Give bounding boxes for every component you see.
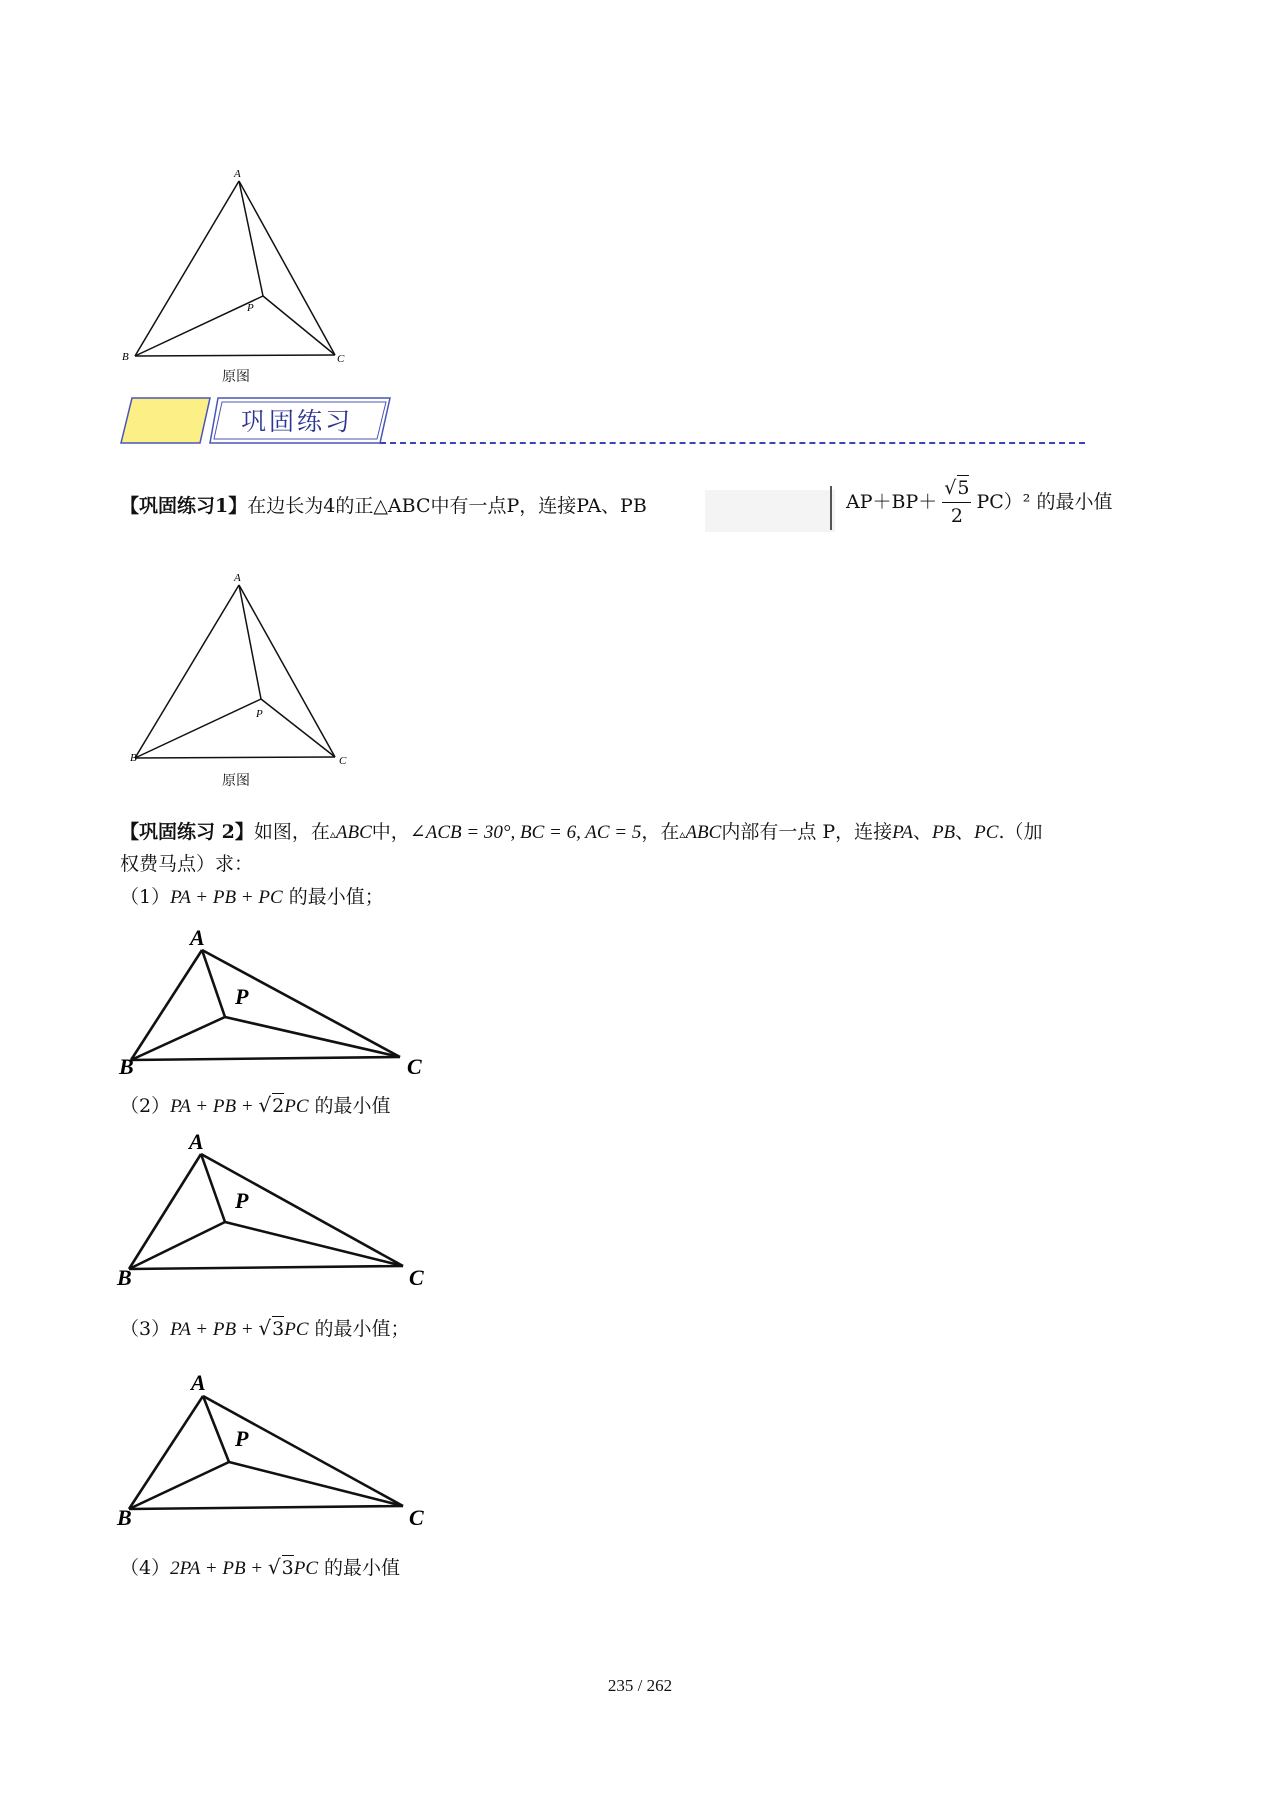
vertex-label-a: A <box>191 1370 206 1395</box>
vertex-label-c: C <box>337 353 345 365</box>
segment-pc: PC <box>974 822 999 843</box>
separator-2: 、 <box>955 821 975 843</box>
question-3-expression-b: PC <box>284 1319 309 1340</box>
exercise-1-text <box>120 492 647 521</box>
frac-denominator: 2 <box>950 504 963 527</box>
question-3-radicand: 3 <box>272 1318 285 1340</box>
question-1 <box>120 883 384 913</box>
question-4-tail: 的最小值 <box>324 1557 401 1579</box>
vertex-label-a: A <box>190 925 205 950</box>
vertex-label-a: A <box>189 1129 204 1154</box>
question-4-expression-b: PC <box>293 1558 318 1579</box>
figure-4-triangle <box>113 1126 443 1291</box>
sqrt5-over-2-fraction: $\frac{√5}{2}$ <box>944 477 970 527</box>
vertex-label-b: B <box>119 1054 134 1079</box>
page-number: 235 / 262 <box>607 1676 673 1695</box>
vertex-label-c: C <box>409 1505 424 1530</box>
exercise-2-text-d: 内部有一点 P，连接 <box>721 821 893 843</box>
exercise-2-line-2: 权费马点）求： <box>120 853 254 875</box>
question-3-expression-a: PA + PB + <box>170 1319 259 1340</box>
vertex-label-a: A <box>234 572 241 584</box>
question-4: （4）2PA + PB + √3PC 的最小值 <box>120 1555 401 1579</box>
point-label-p: P <box>235 984 249 1009</box>
exercise-2-text-a: 如图，在 <box>253 821 330 843</box>
vertex-label-c: C <box>409 1265 424 1290</box>
question-2-tail: 的最小值 <box>314 1095 391 1117</box>
exercise-2-line-1: 【巩固练习 2】如图，在▵ABC中，∠ACB = 30°, BC = 6, AC = 5，在▵ABC内部有一点 P，连接PA、PB、PC.（加 <box>120 821 1043 843</box>
obscured-region <box>705 490 835 532</box>
figure-1-caption: 原图 <box>222 369 250 385</box>
figure-3-triangle <box>115 922 445 1079</box>
segment-pb: PB <box>931 822 956 843</box>
exercise-2-text-c: ，在 <box>641 821 680 843</box>
question-3: （3）PA + PB + √3PC 的最小值； <box>120 1316 410 1340</box>
figure-2-caption: 原图 <box>222 773 250 789</box>
exercise-2-text-e: .（加 <box>998 821 1043 843</box>
header-dashed-line <box>380 442 1085 444</box>
question-2-number: （2） <box>120 1095 171 1117</box>
triangle-abc-2: ABC <box>685 822 722 843</box>
vertex-label-c: C <box>339 755 347 767</box>
vertex-label-b: B <box>122 351 129 363</box>
point-label-p: P <box>235 1426 249 1451</box>
question-2: （2）PA + PB + √2PC 的最小值 <box>120 1093 391 1117</box>
separator-1: 、 <box>912 821 932 843</box>
exercise-2-tag: 【巩固练习 2】 <box>120 821 254 843</box>
vertex-label-c: C <box>407 1054 422 1079</box>
question-1-number: （1） <box>120 886 171 908</box>
obscured-bar <box>830 486 832 530</box>
question-1-expression: PA + PB + PC <box>170 887 283 908</box>
exercise-1-text-a: 在边长为4的正△ABC中有一点P，连接PA、PB <box>247 495 647 517</box>
segment-pa: PA <box>892 822 913 843</box>
question-2-expression-b: PC <box>284 1096 309 1117</box>
exercise-2-text-b: 中， <box>371 821 410 843</box>
point-label-p: P <box>256 708 263 720</box>
exercise-1-expr <box>846 478 1112 528</box>
point-label-p: P <box>235 1188 249 1213</box>
figure-2-equilateral <box>120 572 380 782</box>
point-label-p: P <box>247 302 254 314</box>
exercise-1-tag: 【巩固练习1】 <box>120 495 248 517</box>
section-title: 巩固练习 <box>241 407 354 436</box>
exercise-1-text-c: PC）² 的最小值 <box>976 490 1113 513</box>
question-4-expression-a: 2PA + PB + <box>170 1558 268 1579</box>
vertex-label-b: B <box>117 1265 132 1290</box>
frac-numerator: 5 <box>957 477 970 499</box>
header-yellow-tab <box>121 398 210 443</box>
question-2-expression-a: PA + PB + <box>170 1096 259 1117</box>
triangle-abc: ABC <box>335 822 372 843</box>
question-3-tail: 的最小值； <box>314 1318 410 1340</box>
vertex-label-b: B <box>117 1505 132 1530</box>
vertex-label-b: B <box>130 752 137 764</box>
question-1-tail: 的最小值； <box>288 886 384 908</box>
exercise-1-text-b: AP＋BP＋ <box>846 490 938 513</box>
figure-1-equilateral <box>120 168 380 378</box>
figure-5-triangle <box>113 1366 443 1531</box>
question-2-radicand: 2 <box>272 1095 285 1117</box>
vertex-label-a: A <box>234 168 241 180</box>
exercise-2-conditions: ∠ACB = 30°, BC = 6, AC = 5 <box>409 822 642 843</box>
question-4-radicand: 3 <box>281 1557 294 1579</box>
question-4-number: （4） <box>120 1557 171 1579</box>
question-3-number: （3） <box>120 1318 171 1340</box>
